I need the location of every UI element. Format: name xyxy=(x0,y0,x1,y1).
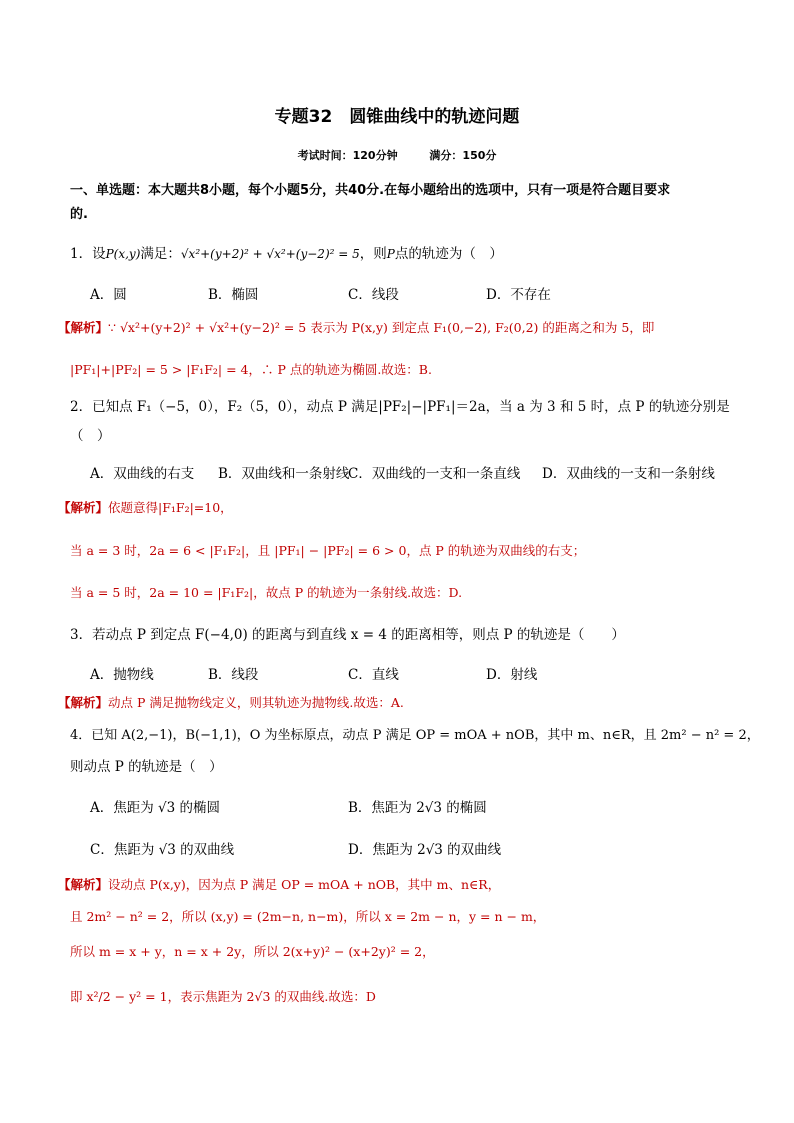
exam-info xyxy=(0,147,794,163)
q2-stem-line1: 2．已知点 F₁（−5，0），F₂（5，0），动点 P 满足|PF₂|−|PF₁|＝2a，当 a 为 3 和 5 时，点 P 的轨迹分别是 xyxy=(70,399,730,415)
exam-score: 满分：150分 xyxy=(429,149,497,162)
q2-analysis-2: 当 a = 3 时，2a = 6 < |F₁F₂|，且 |PF₁| − |PF₂| = 6 > 0，点 P 的轨迹为双曲线的右支； xyxy=(70,543,586,558)
q4-analysis-4: 即 x²/2 − y² = 1，表示焦距为 2√3 的双曲线.故选：D xyxy=(70,989,376,1004)
q2-option-b: B．双曲线和一条射线 xyxy=(218,466,350,482)
q3-option-a: A．抛物线 xyxy=(90,667,154,683)
q4-analysis-2: 且 2m² − n² = 2，所以 (x,y) = (2m−n, n−m)，所以 x = 2m − n，y = n − m， xyxy=(70,909,546,924)
q4-option-d: D．焦距为 2√3 的双曲线 xyxy=(348,842,502,858)
q2-option-c: C．双曲线的一支和一条直线 xyxy=(348,466,521,482)
q3-analysis: 【解析】动点 P 满足抛物线定义，则其轨迹为抛物线.故选：A. xyxy=(58,695,404,710)
section-heading-line1: 一、单选题：本大题共8小题，每个小题5分，共40分.在每小题给出的选项中，只有一项是符合题目要求 xyxy=(70,183,671,198)
q3-option-b: B．线段 xyxy=(208,667,259,683)
q1-option-a: A．圆 xyxy=(90,287,127,303)
q1-option-d: D．不存在 xyxy=(486,287,551,303)
q4-option-c: C．焦距为 √3 的双曲线 xyxy=(90,842,235,858)
exam-time: 考试时间：120分钟 xyxy=(297,149,398,162)
q4-option-b: B．焦距为 2√3 的椭圆 xyxy=(348,800,487,816)
q2-analysis-1: 【解析】依题意得|F₁F₂|=10， xyxy=(58,500,233,515)
q2-analysis-3: 当 a = 5 时，2a = 10 = |F₁F₂|，故点 P 的轨迹为一条射线.故选：D. xyxy=(70,585,463,600)
q2-option-d: D．双曲线的一支和一条射线 xyxy=(542,466,715,482)
q4-analysis-1: 【解析】设动点 P(x,y)，因为点 P 满足 OP = mOA + nOB，其中 m、n∈R， xyxy=(58,877,501,892)
q1-stem: 1．设P(x,y)满足：√x²+(y+2)² + √x²+(y−2)² = 5，则P点的轨迹为（ ） xyxy=(70,246,503,262)
q2-option-a: A．双曲线的右支 xyxy=(90,466,195,482)
q1-analysis-2: |PF₁|+|PF₂| = 5 > |F₁F₂| = 4，∴ P 点的轨迹为椭圆.故选：B. xyxy=(70,362,432,377)
q3-stem: 3．若动点 P 到定点 F(−4,0) 的距离与到直线 x = 4 的距离相等，则点 P 的轨迹是（ ） xyxy=(70,627,625,643)
page-title: 专题32 圆锥曲线中的轨迹问题 xyxy=(274,107,520,127)
q3-option-d: D．射线 xyxy=(486,667,538,683)
section-heading-line2: 的. xyxy=(70,207,88,222)
q1-option-b: B．椭圆 xyxy=(208,287,259,303)
q1-analysis-1: 【解析】∵ √x²+(y+2)² + √x²+(y−2)² = 5 表示为 P(x,y) 到定点 F₁(0,−2), F₂(0,2) 的距离之和为 5，即 xyxy=(58,320,655,335)
q1-option-c: C．线段 xyxy=(348,287,399,303)
q4-option-a: A．焦距为 √3 的椭圆 xyxy=(90,800,221,816)
q3-option-c: C．直线 xyxy=(348,667,399,683)
q2-stem-line2: （ ） xyxy=(70,428,111,444)
q4-analysis-3: 所以 m = x + y，n = x + 2y，所以 2(x+y)² − (x+2y)² = 2， xyxy=(70,944,435,959)
q4-stem-line2: 则动点 P 的轨迹是（ ） xyxy=(70,759,223,775)
q4-stem-line1: 4．已知 A(2,−1)，B(−1,1)，O 为坐标原点，动点 P 满足 OP = mOA + nOB，其中 m、n∈R，且 2m² − n² = 2， xyxy=(70,728,760,743)
